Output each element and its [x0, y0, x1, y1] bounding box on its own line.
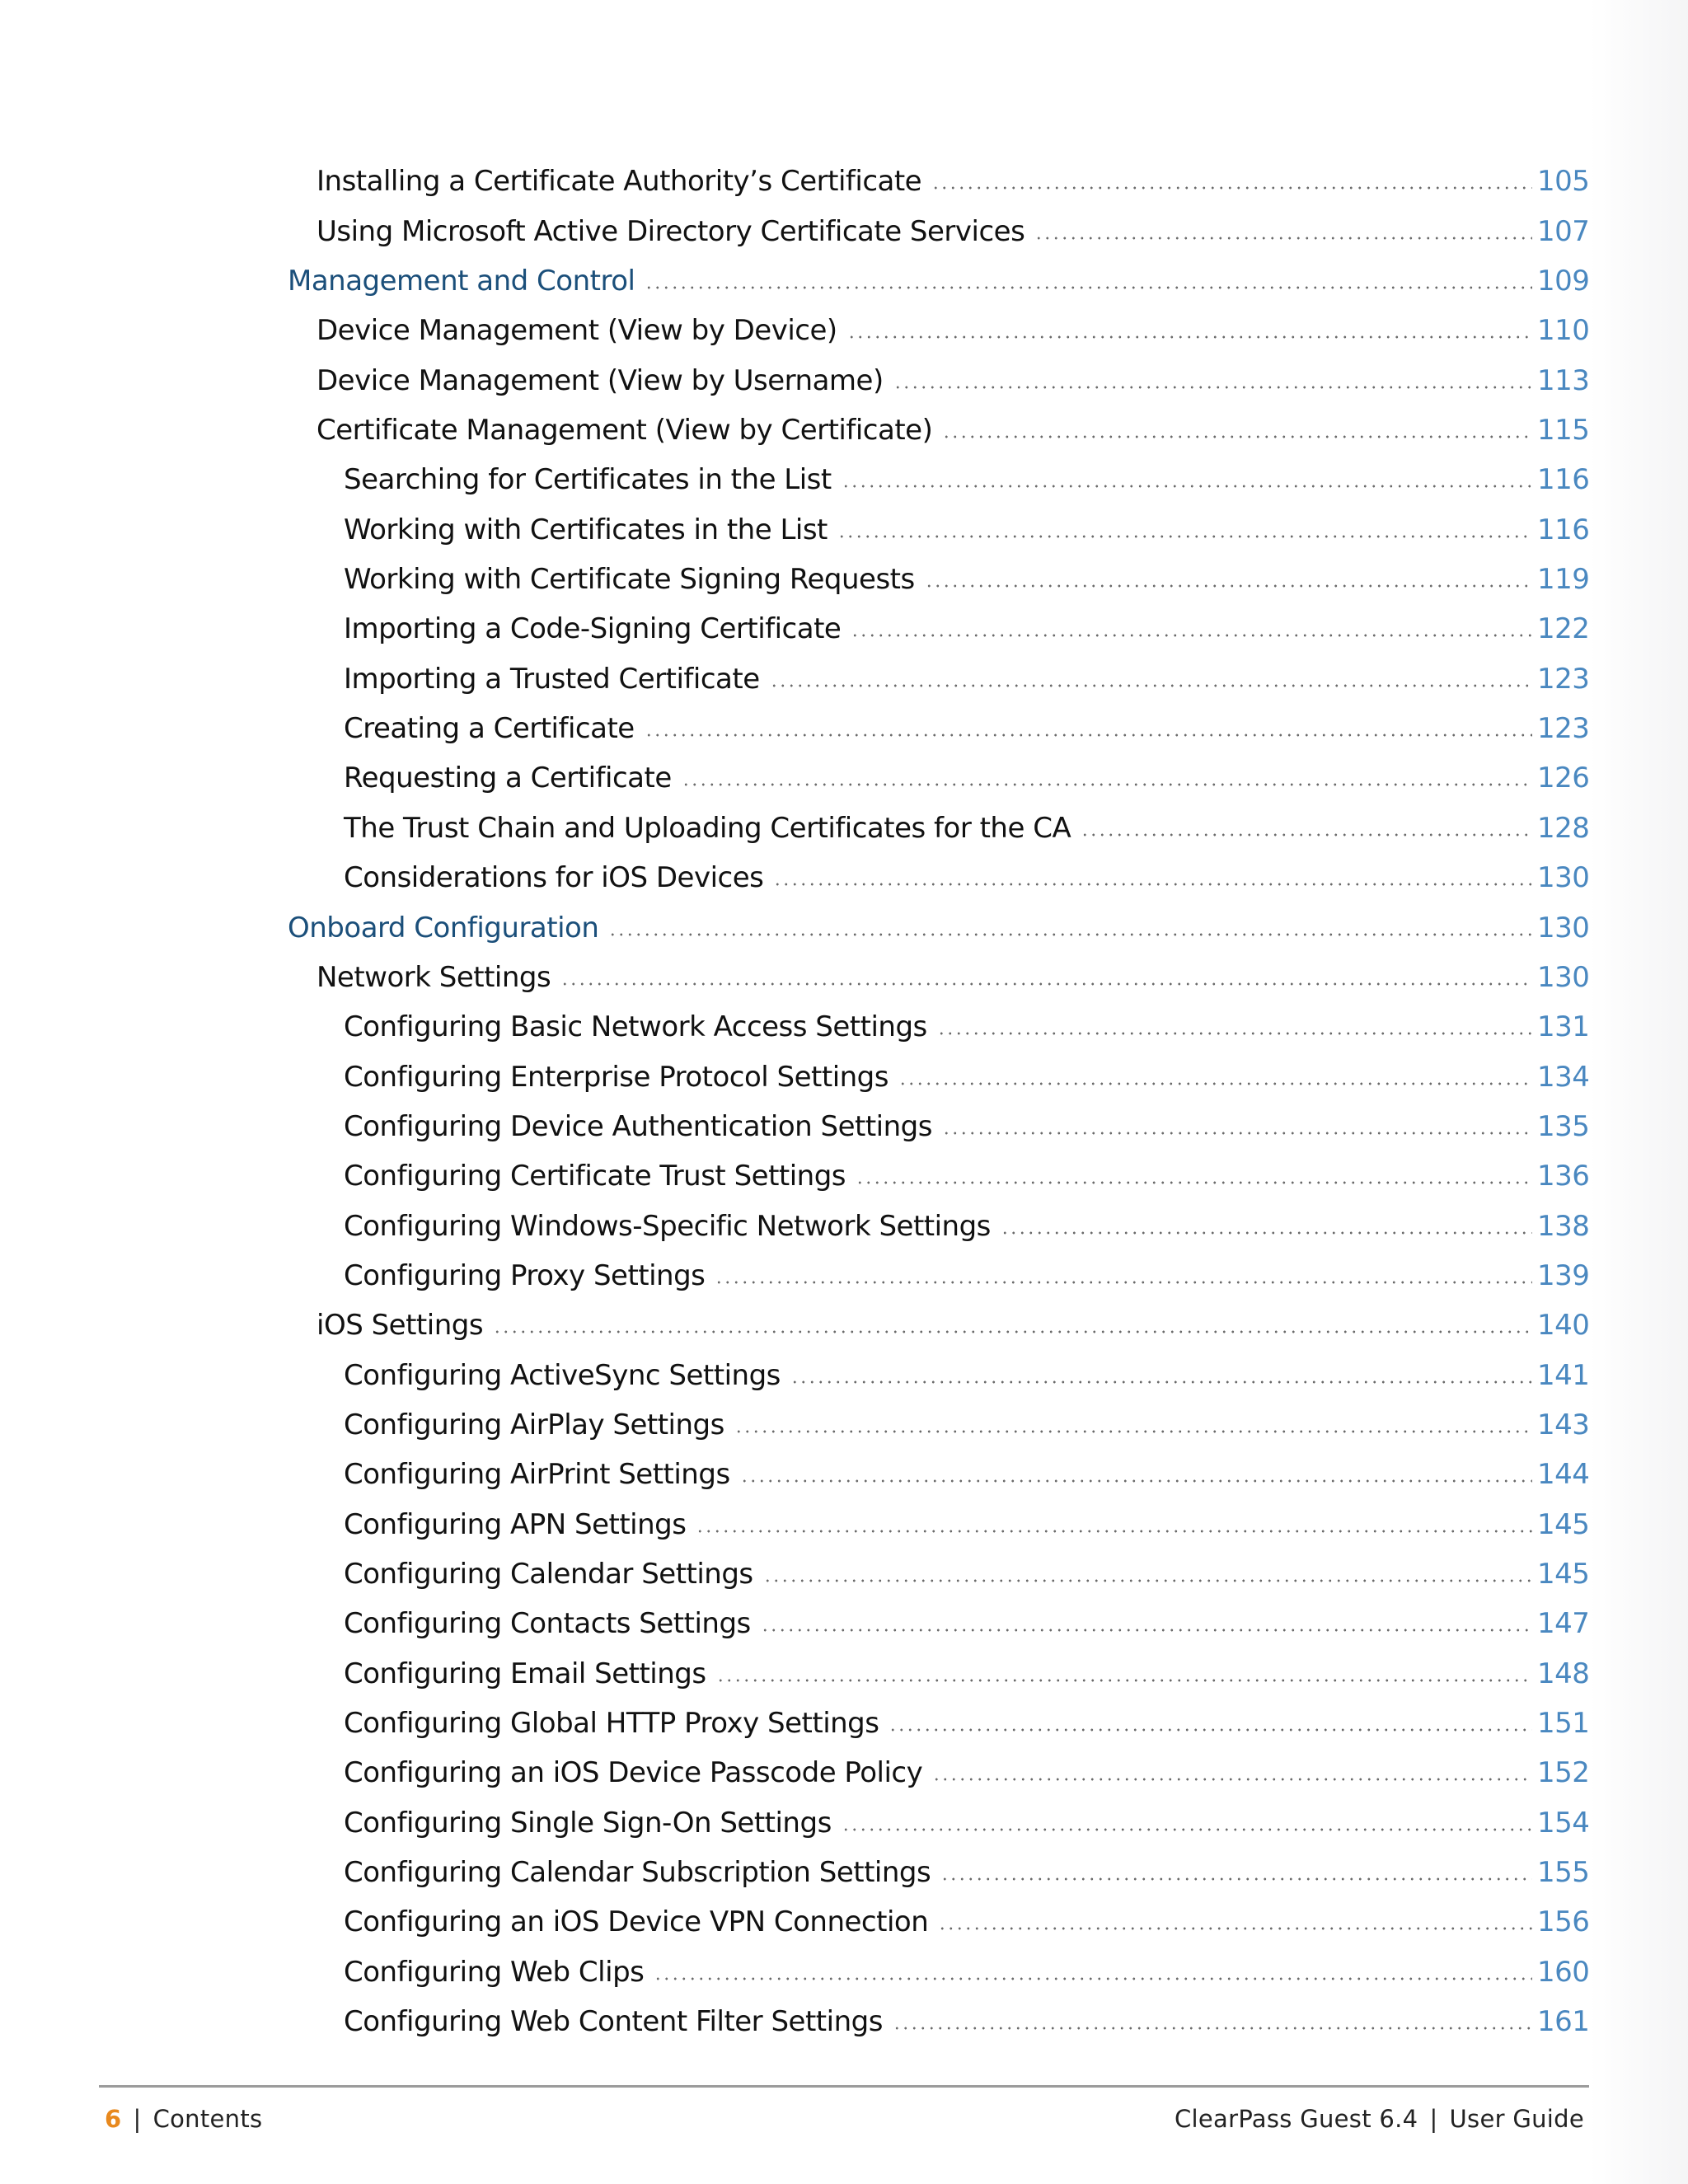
toc-entry[interactable] [0, 1844, 1588, 1894]
toc-entry-title[interactable]: Configuring Global HTTP Proxy Settings [344, 1707, 879, 1740]
footer-separator: | [133, 2105, 142, 2133]
dot-leader [645, 284, 1532, 291]
toc-entry-title[interactable]: Configuring an iOS Device Passcode Policy [344, 1756, 923, 1790]
dot-leader [938, 1925, 1532, 1932]
toc-entry-title[interactable]: Installing a Certificate Authority’s Certificate [316, 165, 922, 199]
toc-entry[interactable] [0, 153, 1588, 203]
toc-entry-title[interactable]: Configuring Web Clips [344, 1955, 645, 1989]
toc-entry-page-link[interactable]: 156 [1537, 1905, 1590, 1939]
toc-entry-title[interactable]: Configuring Basic Network Access Settings [344, 1010, 927, 1044]
toc-entry[interactable] [0, 501, 1588, 551]
toc-entry[interactable] [0, 601, 1588, 650]
toc-entry[interactable] [0, 949, 1588, 999]
toc-entry[interactable] [0, 1645, 1588, 1694]
toc-entry-page-link[interactable]: 116 [1537, 463, 1590, 497]
toc-entry[interactable] [0, 850, 1588, 899]
dot-leader [608, 931, 1532, 938]
footer-right [1175, 2105, 1584, 2133]
dot-leader [716, 1677, 1532, 1684]
dot-leader [932, 1776, 1532, 1783]
toc-entry-title[interactable]: Configuring Certificate Trust Settings [344, 1160, 846, 1193]
toc-entry[interactable] [0, 551, 1588, 601]
dot-leader [1081, 832, 1532, 838]
toc-entry-page-link[interactable]: 144 [1537, 1458, 1590, 1492]
toc-entry[interactable] [0, 999, 1588, 1048]
toc-entry[interactable] [0, 650, 1588, 700]
toc-entry-page-link[interactable]: 115 [1537, 414, 1590, 448]
toc-entry-title[interactable]: Certificate Management (View by Certificate) [316, 414, 933, 448]
toc-entry-page-link[interactable]: 143 [1537, 1408, 1590, 1441]
toc-entry-page-link[interactable]: 113 [1537, 363, 1590, 397]
toc-entry-title[interactable]: Device Management (View by Username) [316, 363, 884, 397]
dot-leader [937, 1030, 1532, 1037]
toc-entry-title[interactable]: Configuring Email Settings [344, 1657, 706, 1690]
footer-product: ClearPass Guest 6.4 [1174, 2105, 1418, 2133]
toc-entry-title[interactable]: Network Settings [316, 960, 551, 994]
dot-leader [898, 1080, 1532, 1087]
dot-leader [893, 2025, 1532, 2032]
toc-entry-page-link[interactable]: 152 [1537, 1756, 1590, 1790]
dot-leader [837, 533, 1532, 540]
toc-entry-title[interactable]: Configuring an iOS Device VPN Connection [344, 1905, 929, 1939]
toc-entry[interactable] [0, 302, 1588, 352]
toc-entry-title[interactable]: Configuring Web Content Filter Settings [344, 2005, 883, 2039]
page-footer [105, 2102, 1584, 2136]
toc-entry-page-link[interactable]: 110 [1537, 314, 1590, 348]
toc-entry-page-link[interactable]: 130 [1537, 861, 1590, 895]
dot-leader [493, 1329, 1532, 1335]
footer-separator-right: | [1429, 2105, 1438, 2133]
dot-leader [847, 334, 1532, 340]
toc-entry-page-link[interactable]: 130 [1537, 960, 1590, 994]
toc-entry-page-link[interactable]: 155 [1537, 1856, 1590, 1890]
toc-entry-page-link[interactable]: 123 [1537, 712, 1590, 746]
toc-entry-title[interactable]: Configuring ActiveSync Settings [344, 1358, 781, 1392]
toc-entry-title[interactable]: Searching for Certificates in the List [344, 463, 832, 497]
toc-entry[interactable] [0, 1347, 1588, 1396]
toc-entry-page-link[interactable]: 139 [1537, 1258, 1590, 1292]
toc-entry-page-link[interactable]: 122 [1537, 612, 1590, 646]
dot-leader [761, 1627, 1532, 1633]
toc-entry[interactable] [0, 799, 1588, 849]
toc-entry-title[interactable]: Configuring APN Settings [344, 1507, 687, 1541]
dot-leader [696, 1528, 1532, 1535]
toc-entry[interactable] [0, 1099, 1588, 1148]
dot-leader [940, 1876, 1532, 1882]
toc-entry[interactable] [0, 1297, 1588, 1347]
toc-entry-page-link[interactable]: 130 [1537, 911, 1590, 944]
toc-entry-title[interactable]: Working with Certificate Signing Requests [344, 563, 915, 597]
dot-leader [645, 732, 1532, 738]
toc-entry-page-link[interactable]: 107 [1537, 214, 1590, 248]
toc-entry-page-link[interactable]: 119 [1537, 563, 1590, 597]
toc-entry[interactable] [0, 253, 1588, 302]
toc-entry-title[interactable]: Device Management (View by Device) [316, 314, 837, 348]
toc-entry-title[interactable]: Creating a Certificate [344, 712, 635, 746]
toc-entry-page-link[interactable]: 126 [1537, 762, 1590, 795]
dot-leader [856, 1179, 1532, 1186]
toc-entry[interactable] [0, 1745, 1588, 1794]
footer-doc-type: User Guide [1449, 2105, 1584, 2133]
dot-leader [682, 781, 1532, 788]
dot-leader [715, 1279, 1532, 1286]
toc-entry-page-link[interactable]: 141 [1537, 1358, 1590, 1392]
toc-entry-title[interactable]: Working with Certificates in the List [344, 513, 828, 546]
toc-entry[interactable] [0, 352, 1588, 401]
toc-entry[interactable] [0, 1794, 1588, 1844]
toc-entry-title[interactable]: Requesting a Certificate [344, 762, 672, 795]
toc-entry-page-link[interactable]: 138 [1537, 1209, 1590, 1243]
toc-entry-page-link[interactable]: 145 [1537, 1507, 1590, 1541]
toc-entry-title[interactable]: Configuring Calendar Subscription Settings [344, 1856, 931, 1890]
dot-leader [942, 1130, 1532, 1137]
toc-entry-page-link[interactable]: 116 [1537, 513, 1590, 546]
toc-entry-title[interactable]: Onboard Configuration [288, 911, 599, 944]
toc-entry-title[interactable]: The Trust Chain and Uploading Certificates for the CA [344, 811, 1071, 845]
toc-entry-page-link[interactable]: 154 [1537, 1806, 1590, 1840]
dot-leader [889, 1727, 1532, 1733]
toc-entry[interactable] [0, 1446, 1588, 1496]
dot-leader [773, 881, 1532, 888]
dot-leader [770, 682, 1532, 689]
toc-entry[interactable] [0, 1148, 1588, 1197]
dot-leader [740, 1478, 1532, 1484]
toc-entry-page-link[interactable]: 140 [1537, 1309, 1590, 1343]
toc-entry-title[interactable]: Configuring Single Sign-On Settings [344, 1806, 832, 1840]
footer-page-number: 6 [105, 2105, 122, 2133]
toc-entry-page-link[interactable]: 161 [1537, 2005, 1590, 2039]
toc-entry[interactable] [0, 402, 1588, 452]
toc-entry[interactable] [0, 1596, 1588, 1645]
table-of-contents [0, 153, 1688, 2043]
toc-entry-title[interactable]: Importing a Trusted Certificate [344, 662, 760, 696]
footer-left [105, 2105, 262, 2133]
toc-entry-page-link[interactable]: 123 [1537, 662, 1590, 696]
toc-entry[interactable] [0, 750, 1588, 799]
toc-entry-title[interactable]: Configuring Windows-Specific Network Settings [344, 1209, 991, 1243]
toc-entry-title[interactable]: Configuring Device Authentication Settings [344, 1109, 932, 1143]
dot-leader [560, 981, 1532, 987]
toc-entry-title[interactable]: iOS Settings [316, 1309, 484, 1343]
toc-entry-page-link[interactable]: 134 [1537, 1060, 1590, 1094]
toc-entry[interactable] [0, 1397, 1588, 1446]
toc-entry-page-link[interactable]: 151 [1537, 1707, 1590, 1740]
dot-leader [942, 434, 1532, 440]
toc-entry[interactable] [0, 899, 1588, 949]
toc-entry-page-link[interactable]: 135 [1537, 1109, 1590, 1143]
footer-section: Contents [152, 2105, 263, 2133]
toc-entry-page-link[interactable]: 131 [1537, 1010, 1590, 1044]
toc-entry[interactable] [0, 701, 1588, 750]
toc-entry-title[interactable]: Configuring AirPrint Settings [344, 1458, 730, 1492]
toc-entry-page-link[interactable]: 160 [1537, 1955, 1590, 1989]
toc-entry-title[interactable]: Configuring AirPlay Settings [344, 1408, 724, 1441]
toc-entry[interactable] [0, 1894, 1588, 1943]
toc-entry[interactable] [0, 1248, 1588, 1297]
dot-leader [931, 185, 1532, 191]
toc-entry[interactable] [0, 452, 1588, 501]
toc-entry-page-link[interactable]: 136 [1537, 1160, 1590, 1193]
dot-leader [893, 384, 1532, 391]
toc-entry[interactable] [0, 1496, 1588, 1545]
toc-entry-page-link[interactable]: 145 [1537, 1557, 1590, 1591]
dot-leader [851, 632, 1532, 639]
toc-entry[interactable] [0, 1048, 1588, 1098]
toc-entry-title[interactable]: Configuring Enterprise Protocol Settings [344, 1060, 889, 1094]
toc-entry[interactable] [0, 1546, 1588, 1596]
dot-leader [654, 1975, 1532, 1982]
toc-entry[interactable] [0, 1197, 1588, 1247]
dot-leader [842, 483, 1532, 490]
dot-leader [1001, 1230, 1532, 1236]
toc-entry[interactable] [0, 203, 1588, 252]
toc-entry-title[interactable]: Configuring Calendar Settings [344, 1557, 753, 1591]
footer-divider [99, 2085, 1589, 2088]
toc-entry-title[interactable]: Configuring Proxy Settings [344, 1258, 706, 1292]
dot-leader [763, 1577, 1532, 1584]
toc-entry-page-link[interactable]: 105 [1537, 165, 1590, 199]
toc-entry-title[interactable]: Using Microsoft Active Directory Certificate Services [316, 214, 1025, 248]
toc-entry-title[interactable]: Configuring Contacts Settings [344, 1607, 751, 1641]
toc-entry[interactable] [0, 1695, 1588, 1745]
dot-leader [734, 1428, 1532, 1435]
dot-leader [790, 1379, 1532, 1385]
toc-entry-page-link[interactable]: 109 [1537, 265, 1590, 298]
toc-entry-page-link[interactable]: 128 [1537, 811, 1590, 845]
toc-entry[interactable] [0, 1943, 1588, 1993]
toc-entry-title[interactable]: Considerations for iOS Devices [344, 861, 764, 895]
dot-leader [925, 583, 1532, 589]
toc-entry-title[interactable]: Importing a Code-Signing Certificate [344, 612, 842, 646]
dot-leader [842, 1826, 1532, 1833]
toc-entry-title[interactable]: Management and Control [288, 265, 635, 298]
dot-leader [1034, 235, 1532, 241]
toc-entry[interactable] [0, 1994, 1588, 2043]
toc-entry-page-link[interactable]: 148 [1537, 1657, 1590, 1690]
toc-entry-page-link[interactable]: 147 [1537, 1607, 1590, 1641]
